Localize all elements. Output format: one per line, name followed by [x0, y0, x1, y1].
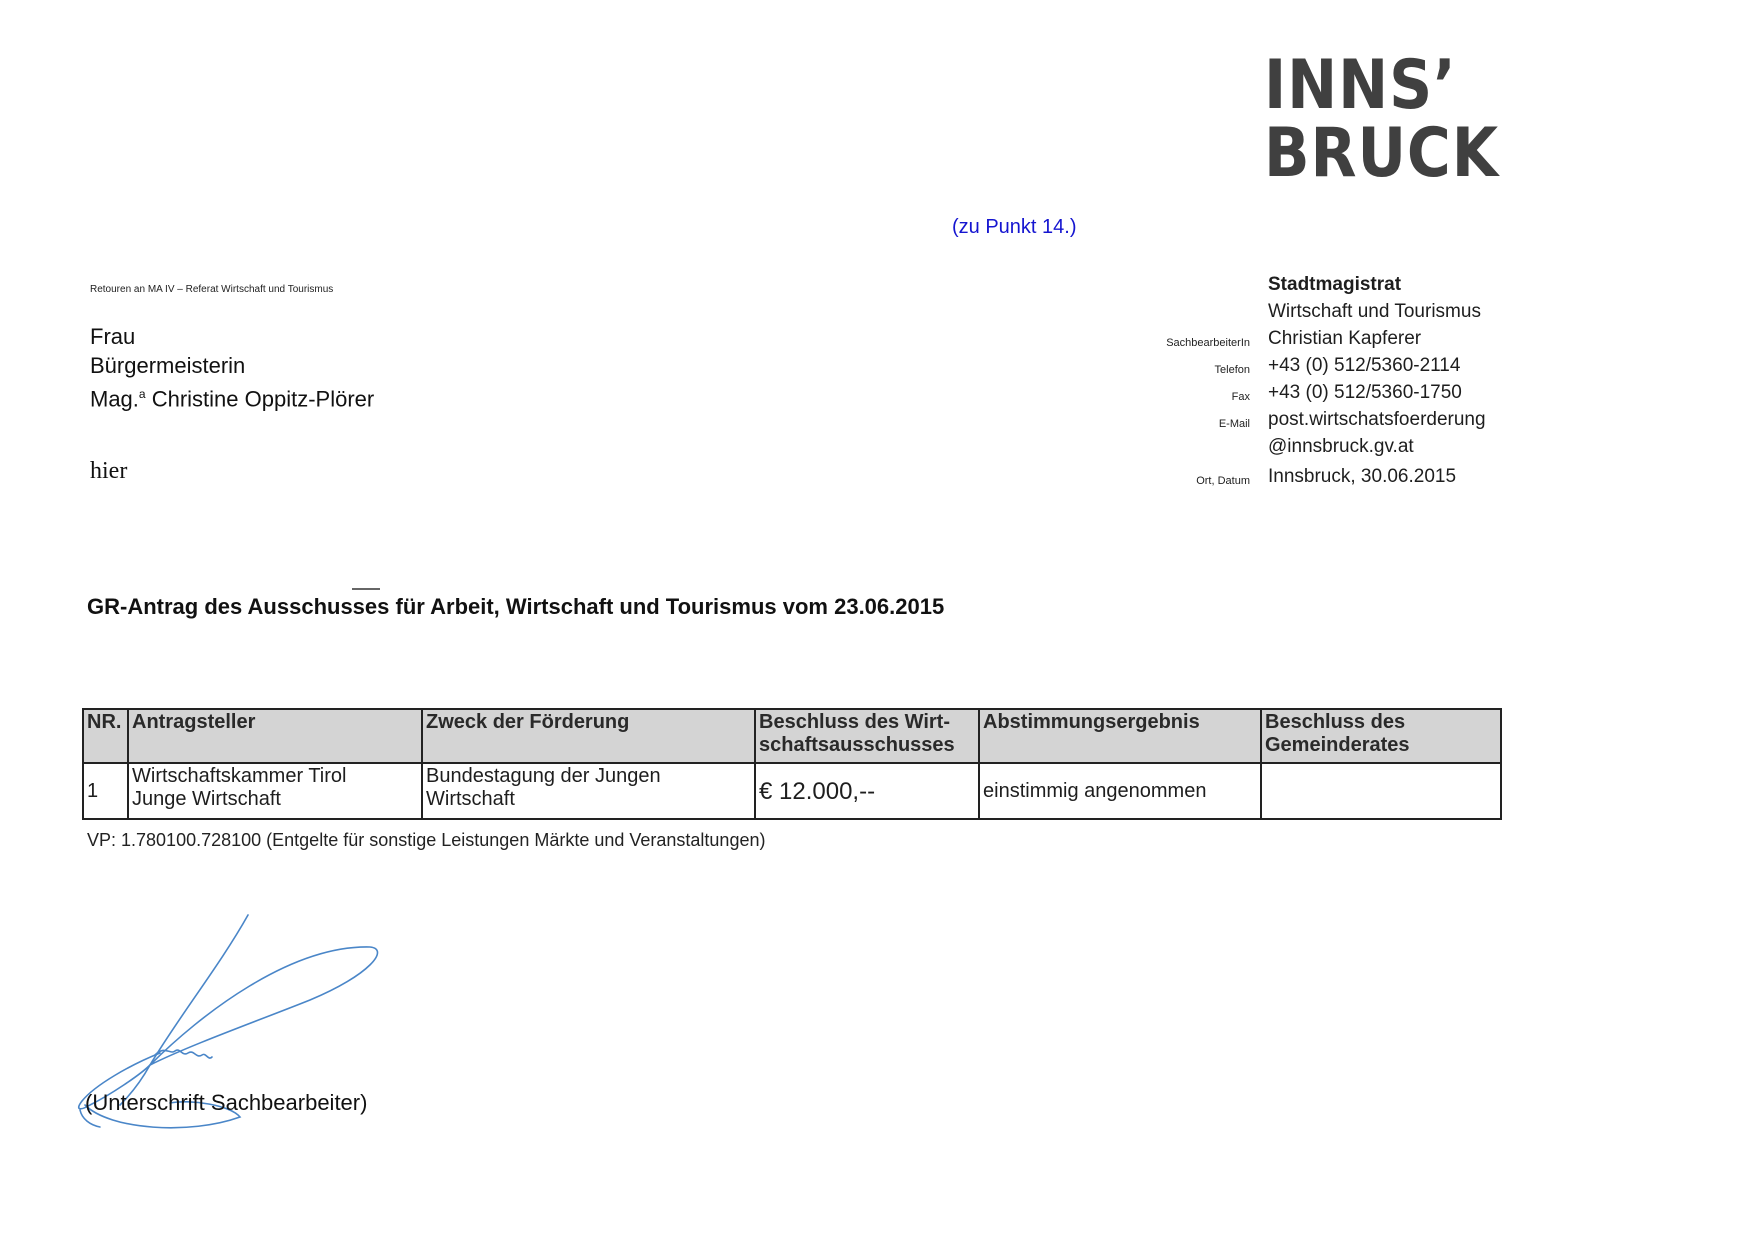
recipient-local: hier: [90, 458, 128, 484]
signature-caption: (Unterschrift Sachbearbeiter): [85, 1090, 368, 1115]
agenda-reference: (zu Punkt 14.): [952, 216, 1077, 238]
motion-table: [82, 708, 1502, 820]
logo-line-2: BRUCK: [1264, 114, 1499, 193]
email-label: E-Mail: [1218, 418, 1250, 430]
cell-council-decision: [1261, 763, 1501, 819]
table-row: [83, 763, 1501, 819]
col-header-applicant: Antragsteller: [128, 709, 422, 763]
col-header-vote-result: Abstimmungsergebnis: [979, 709, 1261, 763]
col-header-purpose: Zweck der Förderung: [422, 709, 755, 763]
email-address-line-1: post.wirtschatsfoerderung: [1268, 409, 1486, 430]
fax-number: +43 (0) 512/5360-1750: [1268, 382, 1462, 403]
cell-committee-decision: € 12.000,--: [755, 763, 979, 819]
recipient-name: Mag.$^a$ Christine Oppitz-Plörer: [90, 386, 375, 412]
cell-vote-result: einstimmig angenommen: [979, 763, 1261, 819]
budget-position-note: VP: 1.780100.728100 (Entgelte für sonstige Leistungen Märkte und Veranstaltungen): [87, 830, 766, 850]
clerk-name: Christian Kapferer: [1268, 328, 1422, 349]
table-header-row: [83, 709, 1501, 763]
place-date: Innsbruck, 30.06.2015: [1268, 466, 1457, 487]
motion-heading: GR-Antrag des Ausschusses für Arbeit, Wirtschaft und Tourismus vom 23.06.2015: [87, 594, 945, 619]
cell-nr: 1: [83, 763, 128, 819]
recipient-title: Bürgermeisterin: [90, 353, 246, 378]
recipient-salutation: Frau: [90, 324, 136, 349]
col-header-nr: NR.: [83, 709, 128, 763]
email-address-line-2: @innsbruck.gv.at: [1268, 436, 1414, 457]
fax-label: Fax: [1231, 391, 1250, 403]
sender-department: Wirtschaft und Tourismus: [1268, 301, 1481, 322]
sender-contact-block: [0, 0, 1757, 500]
date-label: Ort, Datum: [1196, 475, 1250, 487]
cell-applicant: Wirtschaftskammer Tirol Junge Wirtschaft: [128, 763, 422, 819]
sender-org: Stadtmagistrat: [1268, 274, 1402, 295]
col-header-council-decision: Beschluss des Gemeinderates: [1261, 709, 1501, 763]
heading-mark: [352, 588, 380, 590]
return-address: Retouren an MA IV – Referat Wirtschaft und Tourismus: [90, 284, 334, 295]
logo-line-1: INNS’: [1264, 46, 1457, 125]
cell-purpose: Bundestagung der Jungen Wirtschaft: [422, 763, 755, 819]
clerk-label: SachbearbeiterIn: [1166, 337, 1250, 349]
col-header-committee-decision: Beschluss des Wirt- schaftsausschusses: [755, 709, 979, 763]
phone-label: Telefon: [1214, 364, 1250, 376]
phone-number: +43 (0) 512/5360-2114: [1268, 355, 1461, 376]
